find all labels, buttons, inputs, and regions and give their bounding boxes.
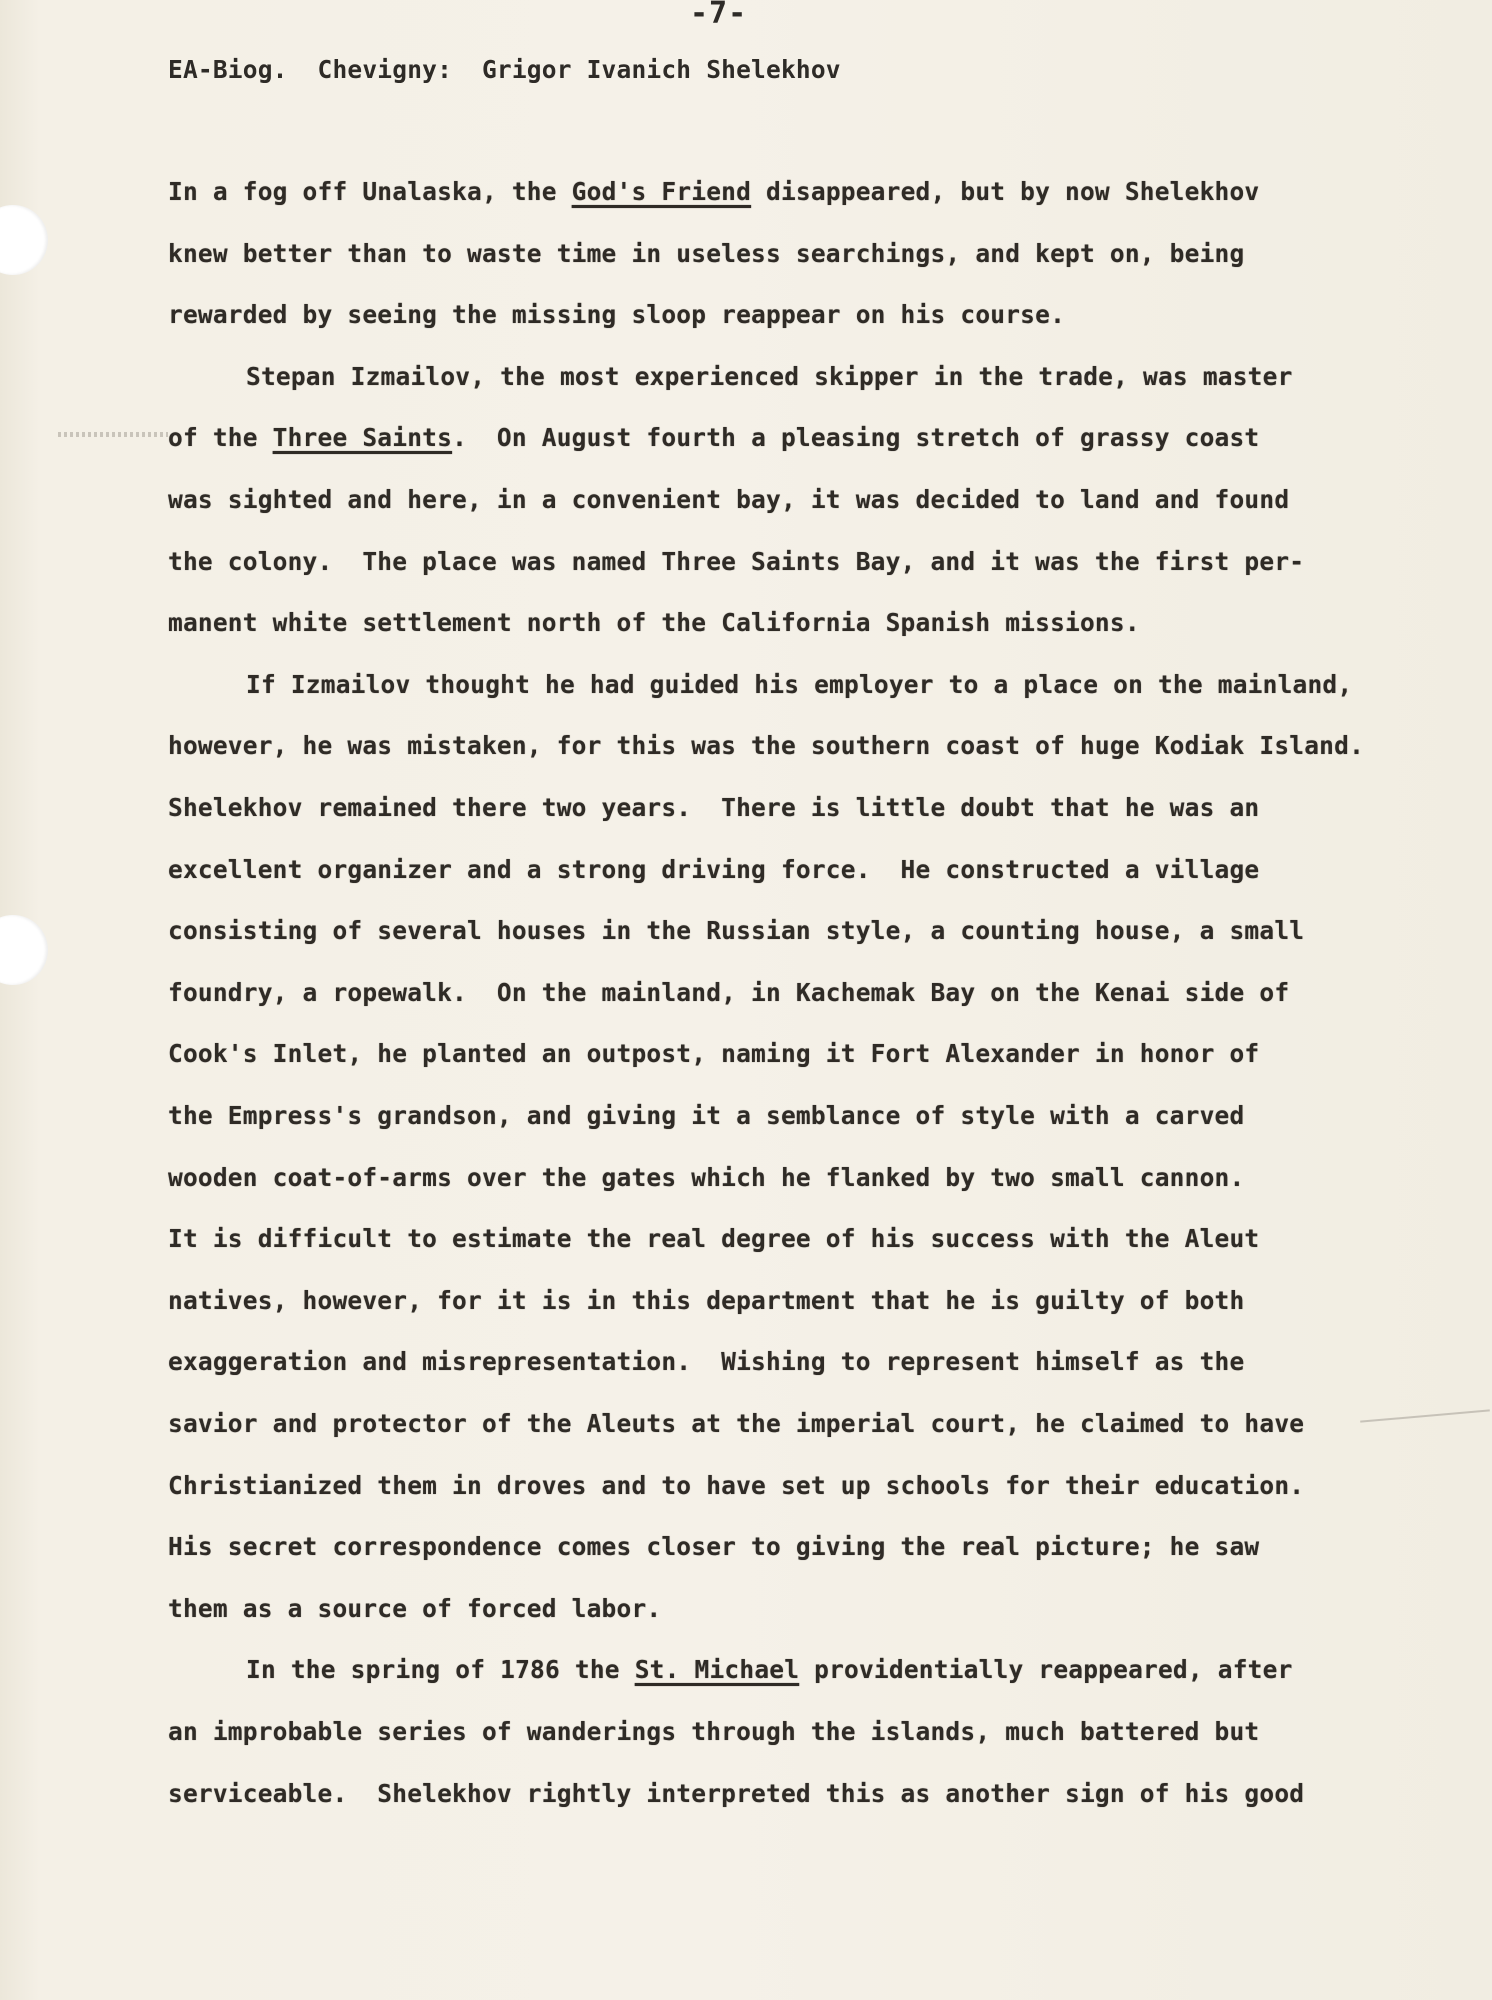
text-line bbox=[168, 1532, 1259, 1561]
text-line bbox=[168, 239, 1244, 268]
page-number: -7- bbox=[690, 0, 748, 31]
text-segment: however, he was mistaken, for this was the southern coast of huge Kodiak Island. bbox=[168, 731, 1365, 761]
text-line bbox=[168, 1594, 661, 1623]
underlined-title: Three Saints bbox=[272, 423, 453, 453]
pencil-mark bbox=[1360, 1409, 1490, 1422]
text-segment: In the spring of 1786 the bbox=[246, 1655, 635, 1685]
text-line bbox=[168, 547, 1304, 576]
text-line bbox=[168, 1717, 1259, 1746]
text-line bbox=[168, 1347, 1244, 1376]
text-segment: Shelekhov remained there two years. There is little doubt that he was an bbox=[168, 793, 1260, 822]
text-line bbox=[246, 362, 1293, 391]
text-line bbox=[168, 1163, 1244, 1192]
text-segment: an improbable series of wanderings through the islands, much battered but bbox=[168, 1717, 1260, 1746]
text-line bbox=[168, 300, 1065, 329]
text-segment: excellent organizer and a strong driving force. He constructed a village bbox=[168, 854, 1260, 884]
text-line bbox=[168, 423, 1259, 452]
text-line bbox=[168, 1409, 1304, 1438]
text-segment: knew better than to waste time in useless searchings, and kept on, being bbox=[168, 238, 1245, 268]
text-segment: disappeared, but by now Shelekhov bbox=[751, 177, 1260, 206]
text-line bbox=[246, 1655, 1293, 1684]
text-line bbox=[168, 1779, 1304, 1808]
text-line bbox=[168, 1471, 1304, 1500]
document-header: EA-Biog. Chevigny: Grigor Ivanich Shelekhov bbox=[168, 55, 841, 84]
text-line bbox=[168, 177, 1259, 206]
text-segment: was sighted and here, in a convenient bay, it was decided to land and found bbox=[168, 485, 1290, 514]
text-segment: manent white settlement north of the California Spanish missions. bbox=[168, 608, 1140, 638]
text-line bbox=[246, 670, 1352, 699]
text-segment: In a fog off Unalaska, the bbox=[168, 177, 572, 206]
text-segment: It is difficult to estimate the real degree of his success with the Aleut bbox=[168, 1224, 1260, 1254]
text-segment: foundry, a ropewalk. On the mainland, in Kachemak Bay on the Kenai side of bbox=[168, 977, 1290, 1007]
underlined-title: God's Friend bbox=[571, 177, 752, 206]
text-segment: Stepan Izmailov, the most experienced skipper in the trade, was master bbox=[246, 361, 1293, 391]
text-line bbox=[168, 978, 1289, 1007]
text-segment: Christianized them in droves and to have set up schools for their education. bbox=[168, 1470, 1305, 1500]
margin-smudge bbox=[58, 432, 168, 437]
text-line bbox=[168, 731, 1364, 760]
text-segment: the Empress's grandson, and giving it a semblance of style with a carved bbox=[168, 1101, 1245, 1130]
text-segment: Cook's Inlet, he planted an outpost, naming it Fort Alexander in honor of bbox=[168, 1039, 1260, 1069]
punch-hole-bottom bbox=[0, 915, 48, 985]
text-line bbox=[168, 608, 1140, 637]
text-segment: consisting of several houses in the Russian style, a counting house, a small bbox=[168, 916, 1305, 946]
text-line bbox=[168, 485, 1289, 514]
text-segment: providentially reappeared, after bbox=[799, 1655, 1293, 1685]
text-line bbox=[168, 793, 1259, 822]
text-segment: wooden coat-of-arms over the gates which he flanked by two small cannon. bbox=[168, 1162, 1245, 1192]
text-segment: rewarded by seeing the missing sloop reappear on his course. bbox=[168, 300, 1066, 330]
text-segment: His secret correspondence comes closer to giving the real picture; he saw bbox=[168, 1532, 1260, 1562]
text-line bbox=[168, 1039, 1259, 1068]
punch-hole-top bbox=[0, 205, 48, 275]
text-line bbox=[168, 1224, 1259, 1253]
text-segment: the colony. The place was named Three Saints Bay, and it was the first per- bbox=[168, 546, 1305, 576]
text-line bbox=[168, 855, 1259, 884]
text-line bbox=[168, 916, 1304, 945]
text-line bbox=[168, 1101, 1244, 1130]
text-segment: exaggeration and misrepresentation. Wishing to represent himself as the bbox=[168, 1347, 1245, 1377]
text-segment: natives, however, for it is in this department that he is guilty of both bbox=[168, 1285, 1245, 1315]
text-segment: If Izmailov thought he had guided his employer to a place on the mainland, bbox=[246, 669, 1353, 699]
text-segment: serviceable. Shelekhov rightly interpreted this as another sign of his good bbox=[168, 1778, 1305, 1808]
text-segment: them as a source of forced labor. bbox=[168, 1593, 662, 1623]
text-segment: . On August fourth a pleasing stretch of grassy coast bbox=[452, 423, 1260, 453]
text-segment: savior and protector of the Aleuts at the imperial court, he claimed to have bbox=[168, 1409, 1305, 1438]
text-segment: of the bbox=[168, 423, 273, 453]
text-line bbox=[168, 1286, 1244, 1315]
underlined-title: St. Michael bbox=[634, 1655, 800, 1685]
